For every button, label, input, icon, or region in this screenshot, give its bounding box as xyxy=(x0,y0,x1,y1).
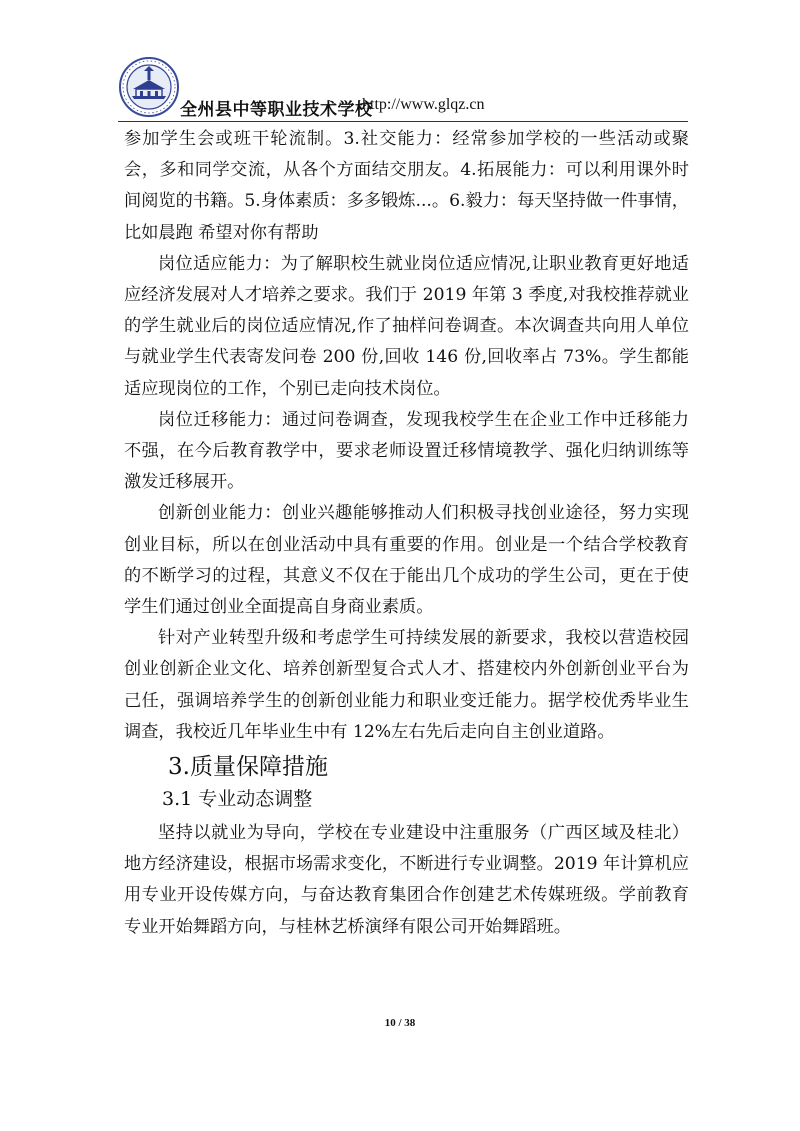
paragraph-major-adjustment: 坚持以就业为导向，学校在专业建设中注重服务（广西区域及桂北）地方经济建设，根据市场需求变化，不断进行专业调整。2019 年计算机应用专业开设传媒方向，与奋达教育集团合作创建艺术传媒班级。学前教育专业开始舞蹈方向，与桂林艺桥演绎有限公司开始舞蹈班。 xyxy=(124,823,689,937)
header-divider xyxy=(118,121,688,122)
school-url: http://www.glqz.cn xyxy=(362,96,485,113)
document-body xyxy=(124,124,689,943)
section-heading: 3.质量保障措施 xyxy=(168,754,328,781)
paragraph-job-adaptation: 岗位适应能力：为了解职校生就业岗位适应情况,让职业教育更好地适应经济发展对人才培养之要求。我们于 2019 年第 3 季度,对我校推荐就业的学生就业后的岗位适应情况,作了抽样问卷调查。本次调查共向用人单位与就业学生代表寄发问卷 200 份,回收 146 份,回收率占 73%。学生都能适应现岗位的工作，个别已走向技术岗位。 xyxy=(124,253,689,399)
page-header xyxy=(118,56,688,122)
paragraph-continuation: 参加学生会或班干轮流制。3.社交能力：经常参加学校的一些活动或聚会，多和同学交流，从各个方面结交朋友。4.拓展能力：可以利用课外时间阅览的书籍。5.身体素质：多多锻炼...。6.毅力：每天坚持做一件事情，比如晨跑 希望对你有帮助 xyxy=(124,129,689,243)
subsection-heading: 3.1 专业动态调整 xyxy=(162,788,313,811)
school-seal-icon xyxy=(118,56,180,118)
paragraph-job-transfer: 岗位迁移能力：通过问卷调查，发现我校学生在企业工作中迁移能力不强，在今后教育教学中，要求老师设置迁移情境教学、强化归纳训练等激发迁移展开。 xyxy=(124,409,689,493)
school-name: 全州县中等职业技术学校 xyxy=(180,100,373,120)
paragraph-entrepreneurship: 针对产业转型升级和考虑学生可持续发展的新要求，我校以营造校园创业创新企业文化、培养创新型复合式人才、搭建校内外创新创业平台为己任，强调培养学生的创新创业能力和职业变迁能力。据学校优秀毕业生调查，我校近几年毕业生中有 12%左右先后走向自主创业道路。 xyxy=(124,628,689,742)
page-number: 10 / 38 xyxy=(384,1017,416,1029)
paragraph-innovation: 创新创业能力：创业兴趣能够推动人们积极寻找创业途径，努力实现创业目标，所以在创业活动中具有重要的作用。创业是一个结合学校教育的不断学习的过程，其意义不仅在于能出几个成功的学生公司，更在于使学生们通过创业全面提高自身商业素质。 xyxy=(124,503,689,618)
